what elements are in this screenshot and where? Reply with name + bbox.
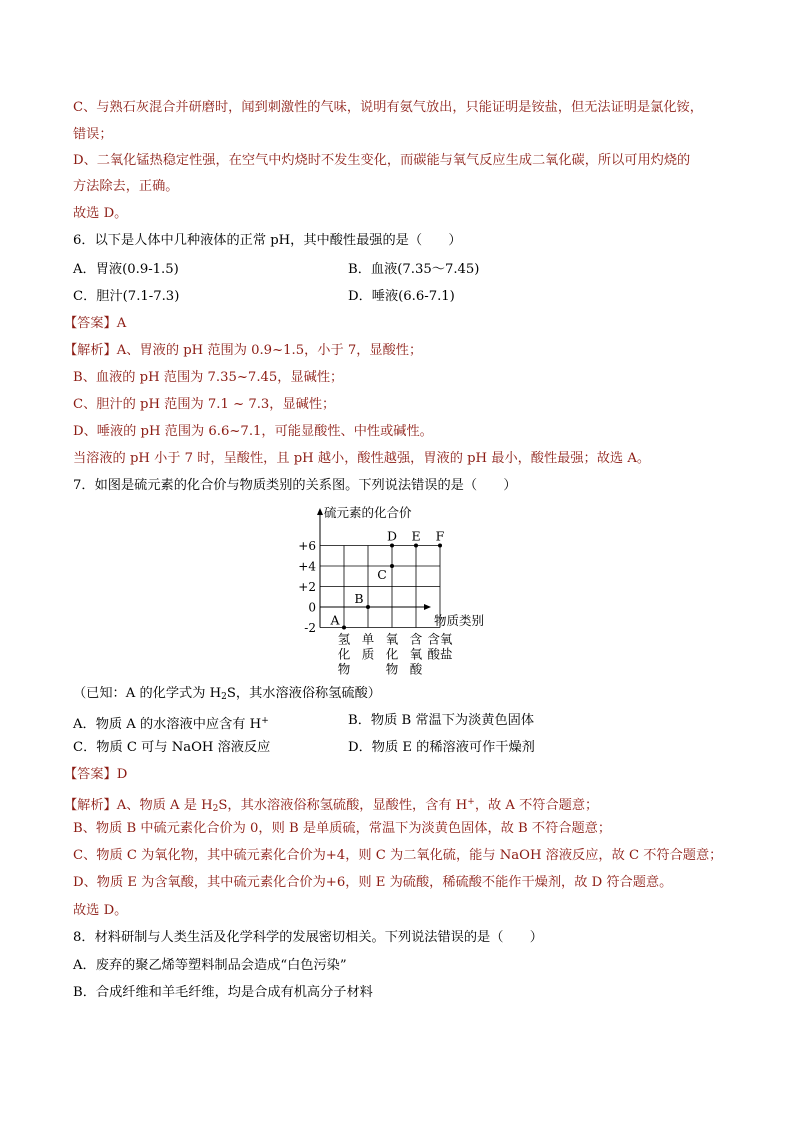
q6-analysis-line1	[64, 341, 422, 361]
point-label-b: B	[354, 591, 364, 606]
q7-answer	[64, 765, 127, 785]
point-f	[438, 544, 442, 548]
q8-option-b: B．合成纤维和羊毛纤维，均是合成有机高分子材料	[73, 985, 373, 1000]
q7-option-a-sup: +	[261, 716, 269, 726]
q6-analysis-summary: 当溶液的 pH 小于 7 时，呈酸性，且 pH 越小，酸性越强，胃液的 pH 最小，酸性最强；故选 A。	[73, 451, 651, 466]
q6-option-c: C．胆汁(7.1-7.3)	[73, 289, 180, 304]
q7-answer-tag: 【答案】	[64, 767, 117, 782]
q7-analysis-line1	[64, 792, 598, 819]
sulfur-valence-chart	[290, 505, 520, 675]
point-e	[414, 544, 418, 548]
q6-analysis-tag: 【解析】	[64, 343, 117, 358]
q8-option-a: A．废弃的聚乙烯等塑料制品会造成“白色污染”	[73, 958, 347, 973]
category-label: 氧	[409, 646, 423, 662]
prev-analysis-c-line1: C、与熟石灰混合并研磨时，闻到刺激性的气味，说明有氨气放出，只能证明是铵盐，但无法证明是氯化铵，	[73, 100, 703, 115]
chart-axes	[317, 508, 431, 628]
q7-analysis-tag: 【解析】	[64, 798, 117, 813]
prev-analysis-d-line1: D、二氧化锰热稳定性强，在空气中灼烧时不发生变化，而碳能与氧气反应生成二氧化碳，所以可用灼烧的	[73, 153, 691, 168]
q7-analysis-a-pre: A、物质 A 是 H	[116, 798, 213, 813]
category-label: 氢	[337, 631, 351, 647]
y-tick-label: 0	[308, 600, 316, 615]
q7-note-sub: 2	[221, 692, 227, 702]
y-tick-label: +6	[298, 539, 316, 553]
category-label: 物	[337, 661, 351, 675]
q8-stem: 8．材料研制与人类生活及化学科学的发展密切相关。下列说法错误的是（ ）	[73, 930, 543, 945]
q6-options-row1	[73, 260, 480, 280]
q7-option-d: D．物质 E 的稀溶液可作干燥剂	[348, 740, 535, 755]
q7-note	[73, 684, 381, 707]
x-axis-arrow	[424, 604, 431, 610]
q7-options-row2	[73, 738, 535, 758]
q6-analysis-d: D、唾液的 pH 范围为 6.6~7.1，可能显酸性、中性或碱性。	[73, 424, 433, 439]
category-label: 单	[361, 631, 375, 647]
q7-option-a-text: A．物质 A 的水溶液中应含有 H	[73, 717, 262, 732]
q7-options-row1	[73, 711, 535, 735]
q7-note-pre: （已知：A 的化学式为 H	[73, 686, 222, 701]
q6-stem: 6．以下是人体中几种液体的正常 pH，其中酸性最强的是（ ）	[73, 233, 462, 248]
q7-analysis-b: B、物质 B 中硫元素化合价为 0，则 B 是单质硫，常温下为淡黄色固体，故 B 不符合题意；	[73, 821, 612, 836]
category-label: 含	[409, 631, 423, 647]
prev-analysis-c-line2: 错误；	[73, 127, 113, 142]
y-tick-label: +2	[298, 580, 316, 594]
q7-analysis-a-sub: 2	[212, 804, 219, 814]
point-b	[366, 605, 370, 609]
category-label: 物	[385, 661, 399, 675]
q7-analysis-a-sup: +	[467, 797, 475, 807]
q7-analysis-a-post: ，故 A 不符合题意；	[474, 798, 599, 813]
y-tick-label: +4	[298, 559, 316, 574]
point-label-f: F	[435, 528, 445, 544]
q6-answer	[64, 314, 126, 334]
q6-options-row2	[73, 287, 455, 307]
q7-option-b: B．物质 B 常温下为淡黄色固体	[348, 713, 535, 728]
q7-analysis-a-mid: S，其水溶液俗称氢硫酸，显酸性，含有 H	[218, 798, 468, 813]
chart-labels	[298, 505, 484, 675]
point-label-d: D	[386, 528, 398, 544]
q6-option-d: D．唾液(6.6-7.1)	[348, 289, 455, 304]
y-tick-label: -2	[304, 621, 316, 635]
q6-analysis-a: A、胃液的 pH 范围为 0.9~1.5，小于 7，显酸性；	[116, 343, 423, 358]
q7-option-c: C．物质 C 可与 NaOH 溶液反应	[73, 740, 271, 755]
prev-analysis-d-line2: 方法除去，正确。	[73, 179, 179, 194]
point-c	[390, 564, 394, 568]
y-axis-arrow	[317, 508, 323, 515]
category-label: 酸	[409, 661, 423, 675]
q6-option-b: B．血液(7.35～7.45)	[348, 262, 480, 277]
point-label-c: C	[377, 567, 387, 582]
q6-answer-tag: 【答案】	[64, 316, 117, 331]
q7-answer-value: D	[116, 767, 128, 782]
q7-analysis-c: C、物质 C 为氧化物，其中硫元素化合价为+4，则 C 为二氧化硫，能与 NaOH 溶液反应，故 C 不符合题意；	[73, 848, 723, 863]
category-label: 化	[385, 646, 399, 662]
point-a	[342, 626, 346, 630]
q7-conclusion: 故选 D。	[73, 903, 128, 918]
q7-option-a	[73, 717, 269, 732]
prev-conclusion: 故选 D。	[73, 206, 128, 221]
q6-option-a: A．胃液(0.9-1.5)	[73, 262, 179, 277]
q6-analysis-c: C、胆汁的 pH 范围为 7.1 ~ 7.3，显碱性；	[73, 397, 336, 412]
point-label-a: A	[330, 612, 340, 628]
x-axis-title: 物质类别	[434, 613, 485, 628]
point-d	[390, 544, 394, 548]
point-label-e: E	[411, 528, 421, 544]
category-label: 化	[337, 646, 351, 662]
q6-answer-value: A	[116, 316, 127, 331]
category-label: 氧	[385, 631, 399, 647]
q7-note-post: S，其水溶液俗称氢硫酸）	[226, 686, 381, 701]
category-label: 质	[361, 646, 375, 662]
q7-analysis-d: D、物质 E 为含氧酸，其中硫元素化合价为+6，则 E 为硫酸，稀硫酸不能作干燥剂，故 D 符合题意。	[73, 875, 673, 890]
q6-analysis-b: B、血液的 pH 范围为 7.35~7.45，显碱性；	[73, 370, 344, 385]
y-axis-title: 硫元素的化合价	[324, 505, 412, 520]
category-label: 含氧	[427, 631, 453, 647]
category-label: 酸盐	[427, 646, 453, 662]
q7-stem: 7．如图是硫元素的化合价与物质类别的关系图。下列说法错误的是（ ）	[73, 478, 517, 493]
